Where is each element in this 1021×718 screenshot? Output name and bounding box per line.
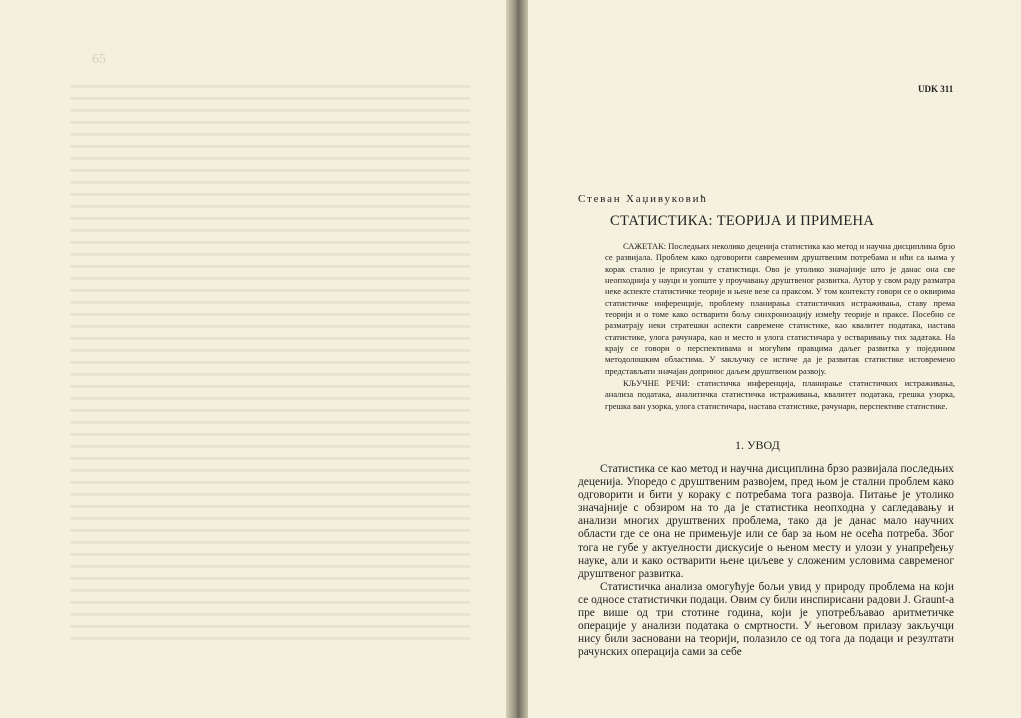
abstract: САЖЕТАК: Последњих неколико деценија статистика као метод и научна дисциплина брзо се развијала. Проблем како одговорити савременим друштвеним потребама и ићи са њима у корак стално је присутан у статистици. Ово је утолико значајније што је данас она све неопходнија у науци и уопште у проучавању друштвеног развитка. Аутор у свом раду разматра неке аспекте статистичке теорије и њене везе са праксом. У том контексту говори се о оквирима статистичке инференције, проблему планирања статистичких истраживања, ставу према теорији и о томе како остварити бољу синхронизацију између теорије и праксе. Посебно се разматрају неки стратешки аспекти савремене статистике, као квалитет података, настава статистике, улога рачунара, као и место и улога статистичара у остваривању тих задатака. На крају се говори о перспективама и могућим правцима даљег развитка у појединим методолошким областима. У закључку се истиче да је развитак статистике истовремено представљати значајан допринос даљем друштвеном развоју. xyxy=(605,241,955,376)
section-heading: 1. УВОД xyxy=(735,438,780,452)
author-name: Стеван Хаџивуковић xyxy=(578,193,708,205)
show-through-text xyxy=(70,85,470,645)
article-title: СТАТИСТИКА: ТЕОРИЈА И ПРИМЕНА xyxy=(610,213,875,229)
paragraph-1: Статистика се као метод и научна дисциплина брзо развијала последњих деценија. Упоредо с друштвеним развојем, пред њом је стални проблем како одговорити и бити у кораку с потребама тога развоја. Питање је утолико значајније с обзиром на то да је статистика неопходна у сагледавању и анализи многих друштвених проблема, тако да је данас мало научних области где се она не примењује или се бар за њом не осећа потреба. Због тога не губе у актуелности дискусије о њеном месту и улози у унапређењу науке, али и како остварити њене циљеве у сложеним условима савременог друштвеног развитка. xyxy=(578,463,954,580)
body-text xyxy=(578,463,954,659)
keywords: КЉУЧНЕ РЕЧИ: статистичка инференција, планирање статистичких истраживања, анализа података, аналитичка статистичка истраживања, квалитет података, грешка узорка, грешка ван узорка, улога статистичара, настава статистике, рачунари, перспективе статистике. xyxy=(605,378,955,411)
udk-code: UDK 311 xyxy=(918,84,954,94)
book-gutter xyxy=(506,0,528,718)
paragraph-2: Статистичка анализа омогућује бољи увид у природу проблема на који се односе статистички подаци. Овим су били инспирисани радови J. Graunt-а пре више од три стотине година, који је употребљавао аритметичке операције у анализи података о смртности. У његовом прилазу закључци нису били засновани на теорији, полазило се од тога да подаци и резултати рачунских операција сами за себе xyxy=(578,580,954,659)
show-through-page-number: 65 xyxy=(92,52,106,67)
